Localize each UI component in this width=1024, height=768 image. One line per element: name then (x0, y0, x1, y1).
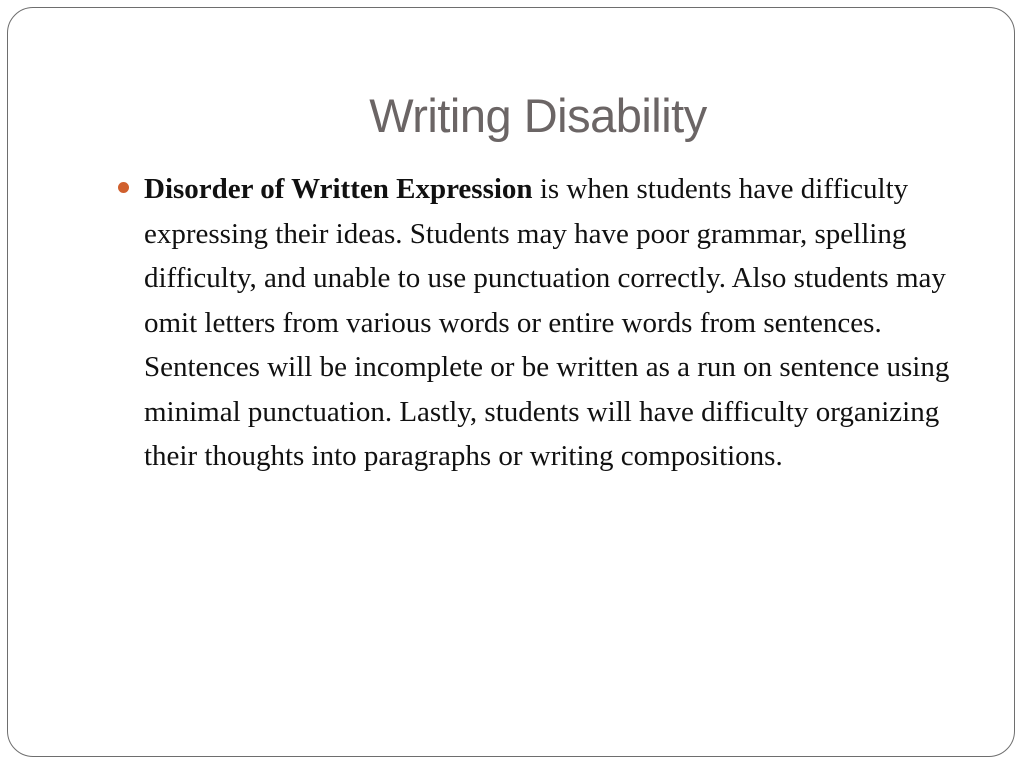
bullet-dot-icon (118, 182, 129, 193)
slide-content (115, 167, 965, 479)
slide-title: Writing Disability (369, 89, 707, 142)
bullet-item (115, 167, 965, 479)
bullet-term: Disorder of Written Expression (144, 173, 533, 205)
bullet-text: is when students have difficulty expressing their ideas. Students may have poor grammar, spelling difficulty, and unable to use punctuation correctly. Also students may omit letters from various words or entire words from sentences. Sentences will be incomplete or be written as a run on sentence using minimal punctuation. Lastly, students will have difficulty organizing their thoughts into paragraphs or writing compositions. (144, 173, 950, 472)
